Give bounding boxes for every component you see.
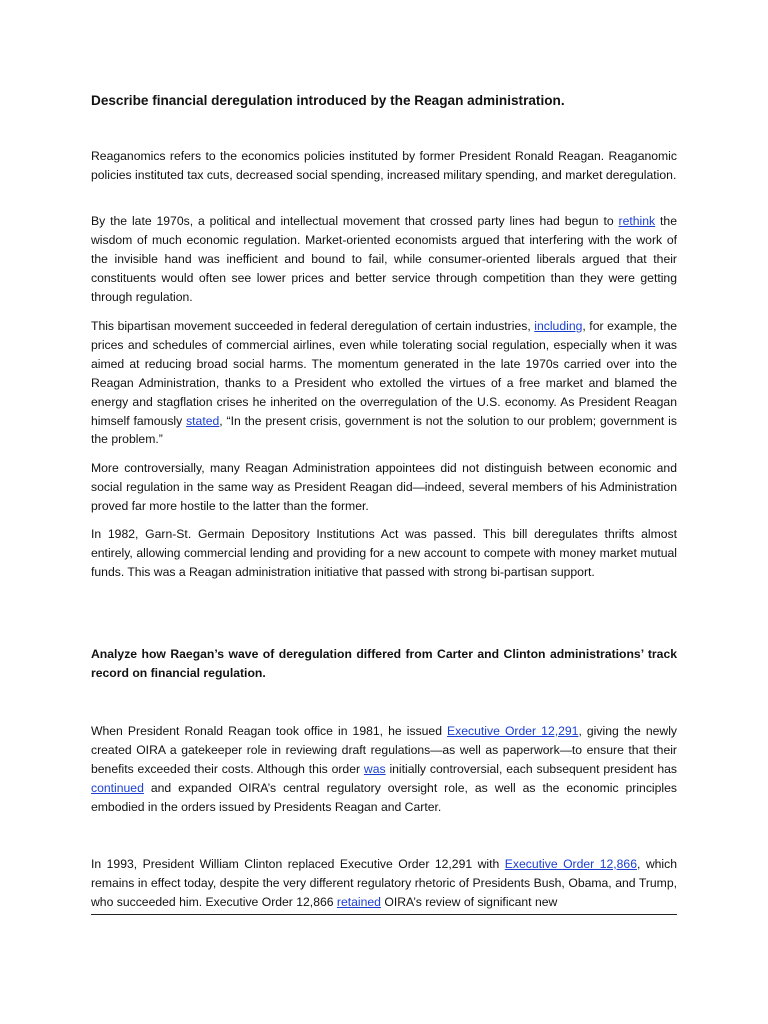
paragraph-reaganomics: Reaganomics refers to the economics policies instituted by former President Ronald Reagan. Reaganomic policies instituted tax cuts, decreased social spending, increased military spending, and market deregulation. (91, 149, 677, 182)
paragraph-bipartisan-movement (91, 317, 677, 449)
paragraph-controversially: More controversially, many Reagan Administration appointees did not distinguish between economic and social regulation in the same way as President Reagan did—indeed, several members of his Administration proved far more hostile to the latter than the former. (91, 461, 677, 513)
text-segment: initially controversial, each subsequent president has (385, 761, 677, 776)
text-segment: By the late 1970s, a political and intellectual movement that crossed party lines had begun to (91, 214, 619, 228)
text-segment: the wisdom of much economic regulation. Market-oriented economists argued that interfering with the work of the invisible hand was inefficient and bound to fail, while consumer-oriented liberals argued that their constituents would often see lower prices and better service through competition than they were getting through regulation. (91, 214, 677, 304)
text-segment: , for example, the prices and schedules of commercial airlines, even while tolerating social regulation, especially when it was aimed at reducing broad social harms. The momentum generated in the late 1970s carried over into the Reagan Administration, thanks to a President who extolled the virtues of a free market and blamed the energy and stagflation crises he inherited on the overregulation of the U.S. economy. As President Reagan himself famously (91, 319, 678, 428)
text-segment: and expanded OIRA’s central regulatory oversight role, as well as the economic principles embodied in the orders issued by Presidents Reagan and Carter. (91, 780, 677, 814)
text-segment: OIRA’s review of significant new (380, 894, 558, 909)
link-executive-order-12866[interactable]: Executive Order 12,866 (504, 857, 637, 871)
text-segment: In 1993, President William Clinton replaced Executive Order 12,291 with (91, 857, 505, 871)
question-2-heading: Analyze how Raegan’s wave of deregulation differed from Carter and Clinton administrations’ track record on financial regulation. (91, 647, 677, 680)
link-was[interactable]: was (363, 761, 386, 776)
link-retained[interactable]: retained (336, 894, 381, 909)
question-1-heading: Describe financial deregulation introduced by the Reagan administration. (91, 93, 565, 108)
link-rethink[interactable]: rethink (618, 214, 656, 228)
text-segment: When President Ronald Reagan took office in 1981, he issued (91, 724, 448, 738)
text-segment: This bipartisan movement succeeded in federal deregulation of certain industries, (91, 319, 535, 333)
link-executive-order-12291[interactable]: Executive Order 12,291 (447, 724, 579, 738)
paragraph-garn-st-germain: In 1982, Garn-St. Germain Depository Institutions Act was passed. This bill deregulates thrifts almost entirely, allowing commercial lending and providing for a new account to compete with money market mutual funds. This was a Reagan administration initiative that passed with strong bi-partisan support. (91, 527, 677, 579)
link-including[interactable]: including (534, 319, 583, 333)
paragraph-clinton-1993 (91, 855, 677, 912)
text-segment: , “In the present crisis, government is not the solution to our problem; government is the problem.” (91, 413, 677, 447)
text-segment: , giving the newly created OIRA a gatekeeper role in reviewing draft regulations—as well as paperwork—to ensure that their benefits exceeded their costs. Although this order (91, 724, 677, 776)
text-segment: , which remains in effect today, despite the very different regulatory rhetoric of Presidents Bush, Obama, and Trump, who succeeded him. Executive Order 12,866 (91, 857, 678, 909)
link-continued[interactable]: continued (91, 780, 144, 795)
paragraph-executive-order-12291 (91, 722, 677, 817)
paragraph-late-1970s (91, 212, 677, 307)
page-bottom-rule (91, 914, 677, 915)
link-stated[interactable]: stated (186, 413, 220, 428)
